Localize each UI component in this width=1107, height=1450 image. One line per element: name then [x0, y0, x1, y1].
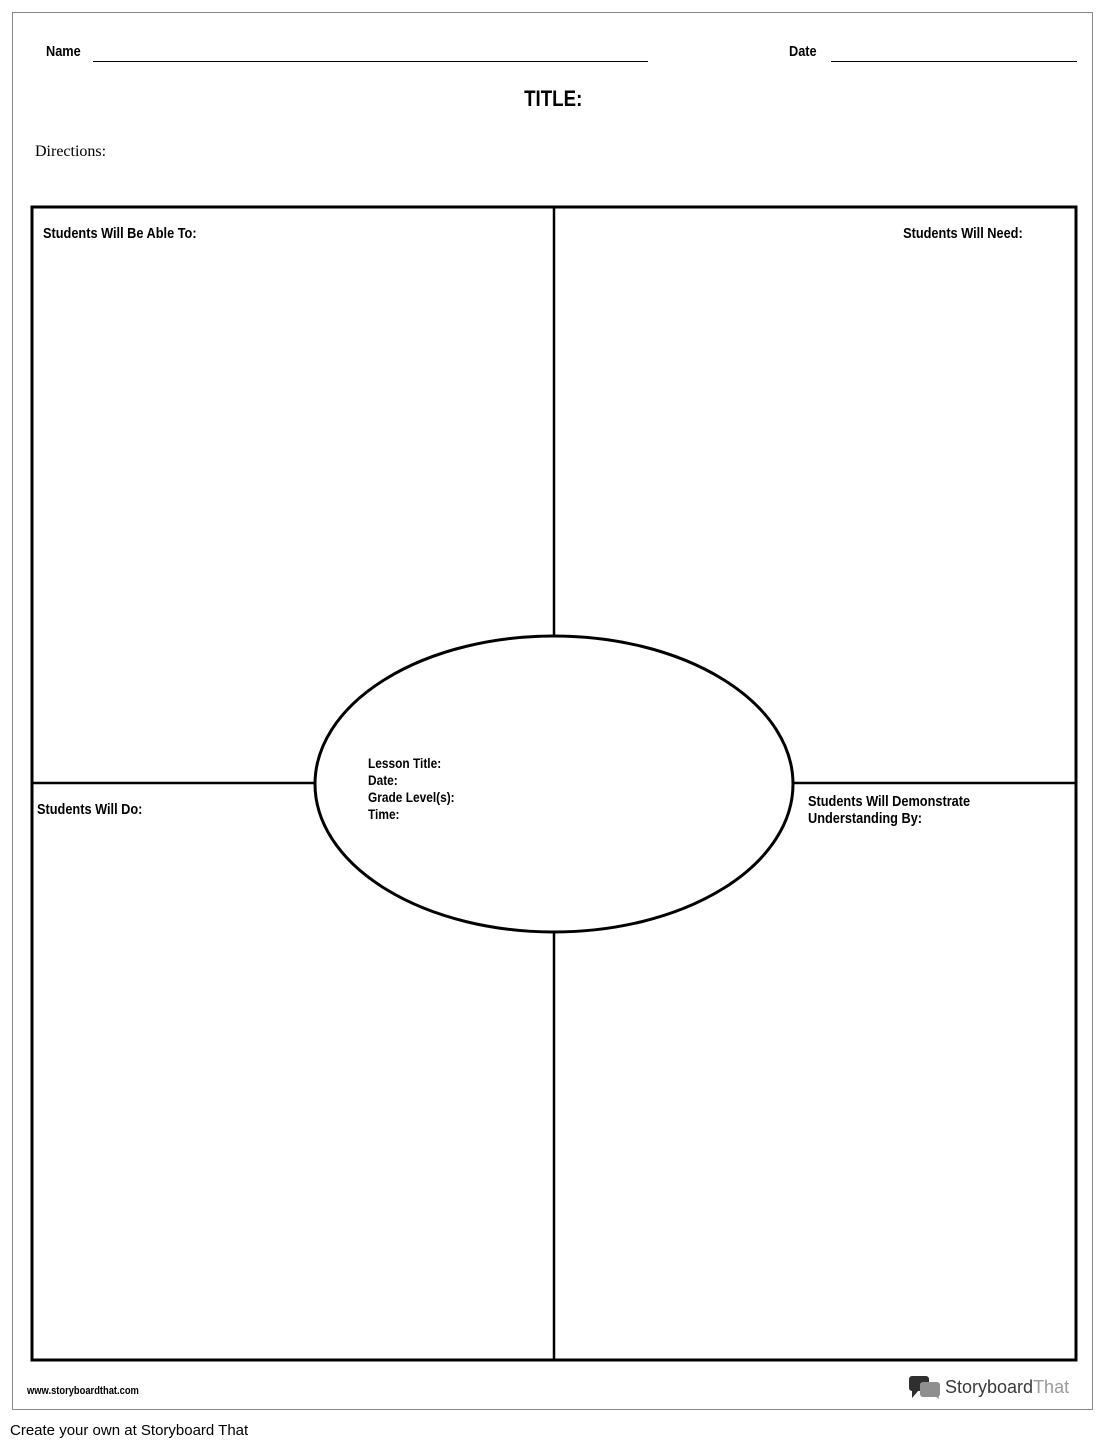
website-url[interactable]: www.storyboardthat.com — [27, 1385, 139, 1397]
title-label: TITLE: — [524, 86, 583, 111]
quadrant-bottom-right-line1: Students Will Demonstrate — [808, 793, 971, 810]
center-info — [368, 755, 455, 823]
speech-bubbles-icon — [908, 1374, 942, 1400]
footer-caption[interactable]: Create your own at Storyboard That — [10, 1422, 249, 1439]
date-label: Date — [789, 43, 817, 60]
quadrant-bottom-right-line2: Understanding By: — [808, 810, 923, 827]
time-label: Time: — [368, 806, 400, 822]
lesson-title-label: Lesson Title: — [368, 755, 442, 771]
grade-levels-label: Grade Level(s): — [368, 789, 455, 805]
quadrant-bottom-left-label: Students Will Do: — [37, 801, 143, 818]
center-date-label: Date: — [368, 772, 398, 788]
logo-word-storyboard: Storyboard — [945, 1376, 1034, 1397]
logo-word-that: That — [1033, 1376, 1070, 1397]
quadrant-top-right-label: Students Will Need: — [903, 225, 1023, 242]
storyboardthat-logo[interactable] — [908, 1374, 1069, 1400]
directions-label: Directions: — [35, 143, 107, 160]
quadrant-top-right[interactable] — [880, 225, 1023, 243]
quadrant-bottom-right-label — [808, 793, 970, 827]
name-label: Name — [46, 43, 81, 60]
quadrant-top-left-label: Students Will Be Able To: — [43, 225, 197, 242]
